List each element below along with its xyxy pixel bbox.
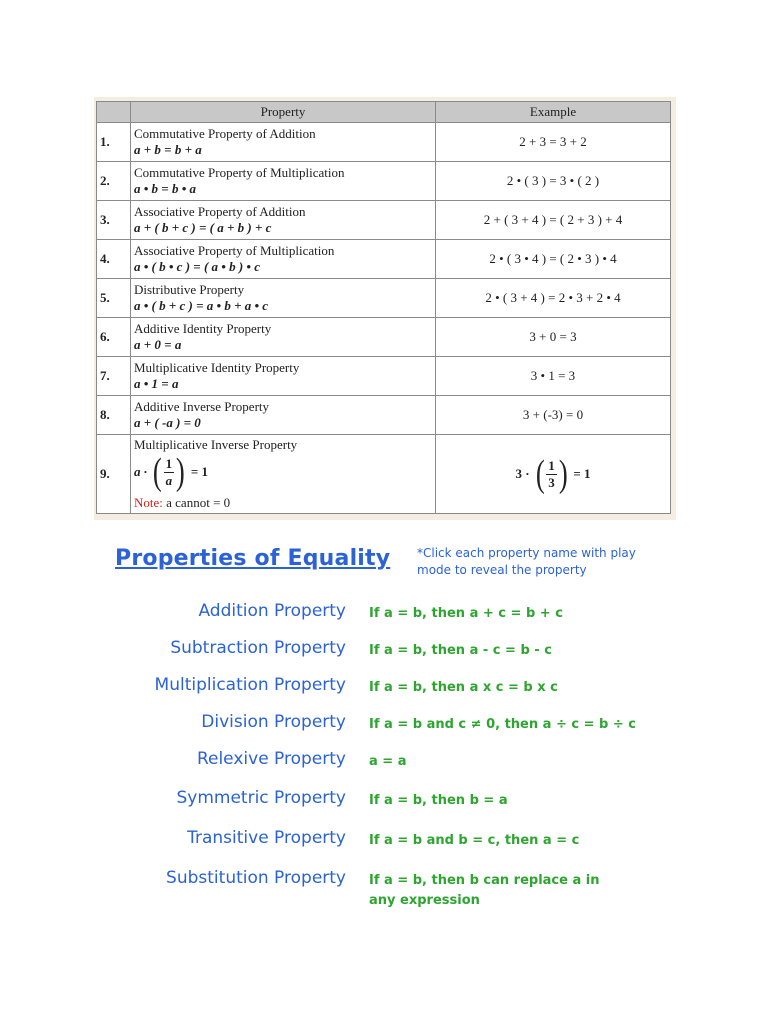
fraction-numerator: 1: [165, 455, 173, 471]
property-name-substitution[interactable]: Substitution Property: [166, 868, 346, 888]
property-definition: If a = b, then b = a: [369, 793, 508, 808]
property-name-subtraction[interactable]: Subtraction Property: [170, 638, 346, 658]
row-number: 6.: [97, 318, 131, 357]
formula-right: = 1: [190, 464, 208, 479]
equality-item: [0, 828, 768, 852]
property-name: Associative Property of Multiplication: [134, 243, 335, 258]
property-name-symmetric[interactable]: Symmetric Property: [176, 788, 346, 808]
header-property: Property: [131, 102, 436, 123]
row-number: 4.: [97, 240, 131, 279]
row-number: 2.: [97, 162, 131, 201]
table-row: [97, 123, 671, 162]
formula-left: a ·: [134, 464, 147, 479]
property-formula: a • b = b • a: [134, 181, 197, 196]
row-number: 1.: [97, 123, 131, 162]
property-example: 2 • ( 3 • 4 ) = ( 2 • 3 ) • 4: [436, 240, 671, 279]
left-paren: (: [535, 453, 545, 495]
table-row: [97, 357, 671, 396]
property-formula: a • ( b + c ) = a • b + a • c: [134, 298, 269, 313]
property-definition: a = a: [369, 754, 407, 769]
example-left: 3 ·: [515, 466, 530, 481]
property-example: 2 • ( 3 ) = 3 • ( 2 ): [436, 162, 671, 201]
property-formula: a + ( b + c ) = ( a + b ) + c: [134, 220, 272, 235]
property-formula: a • ( b • c ) = ( a • b ) • c: [134, 259, 260, 274]
property-name: Multiplicative Inverse Property: [134, 437, 298, 452]
table-row: [97, 162, 671, 201]
property-example: [436, 435, 671, 514]
table-row: [97, 279, 671, 318]
left-paren: (: [152, 451, 162, 493]
table-row: [97, 201, 671, 240]
fraction-numerator: 1: [548, 457, 555, 473]
table-row: [97, 435, 671, 514]
example-right: = 1: [573, 466, 591, 481]
property-formula: a + 0 = a: [134, 337, 182, 352]
property-example: 3 + (-3) = 0: [436, 396, 671, 435]
property-formula: a • 1 = a: [134, 376, 179, 391]
property-example: 2 • ( 3 + 4 ) = 2 • 3 + 2 • 4: [436, 279, 671, 318]
fraction-denominator: a: [165, 472, 173, 488]
property-definition: If a = b, then a + c = b + c: [369, 606, 563, 621]
table-row: [97, 396, 671, 435]
property-definition: If a = b, then a x c = b x c: [369, 680, 558, 695]
property-name: Multiplicative Identity Property: [134, 360, 300, 375]
properties-grid: [96, 101, 671, 514]
row-number: 5.: [97, 279, 131, 318]
equality-item: [0, 638, 768, 662]
property-name: Additive Inverse Property: [134, 399, 270, 414]
right-paren: ): [176, 451, 185, 493]
formula-fraction: [151, 453, 187, 491]
row-number: 8.: [97, 396, 131, 435]
equality-item: [0, 601, 768, 625]
equality-title: Properties of Equality: [115, 546, 391, 571]
property-name: Additive Identity Property: [134, 321, 272, 336]
property-name: Distributive Property: [134, 282, 245, 297]
properties-table: [94, 97, 676, 520]
property-name-multiplication[interactable]: Multiplication Property: [154, 675, 346, 695]
header-example: Example: [436, 102, 671, 123]
equality-item: [0, 788, 768, 812]
equality-instruction-note: *Click each property name with play mode to reveal the property: [417, 546, 636, 577]
property-definition: If a = b and c ≠ 0, then a ÷ c = b ÷ c: [369, 717, 636, 732]
equality-item: [0, 749, 768, 773]
property-name: Associative Property of Addition: [134, 204, 306, 219]
property-example: 2 + ( 3 + 4 ) = ( 2 + 3 ) + 4: [436, 201, 671, 240]
property-example: 3 + 0 = 3: [436, 318, 671, 357]
property-formula: a + b = b + a: [134, 142, 202, 157]
inverse-note: [134, 495, 432, 511]
fraction-denominator: 3: [548, 474, 555, 490]
table-row: [97, 240, 671, 279]
row-number: 9.: [97, 435, 131, 514]
equality-item: [0, 868, 768, 912]
example-fraction: [534, 455, 570, 493]
property-example: 3 • 1 = 3: [436, 357, 671, 396]
table-row: [97, 318, 671, 357]
property-definition: If a = b, then a - c = b - c: [369, 643, 552, 658]
property-definition: If a = b, then b can replace a in any expression: [369, 873, 600, 908]
property-name: Commutative Property of Addition: [134, 126, 316, 141]
equality-item: [0, 675, 768, 699]
note-text: a cannot = 0: [166, 495, 231, 510]
property-name-transitive[interactable]: Transitive Property: [187, 828, 346, 848]
row-number: 3.: [97, 201, 131, 240]
inverse-example: [515, 455, 590, 493]
property-name-reflexive[interactable]: Relexive Property: [196, 749, 346, 769]
property-formula: a + ( -a ) = 0: [134, 415, 201, 430]
property-example: 2 + 3 = 3 + 2: [436, 123, 671, 162]
property-name-division[interactable]: Division Property: [201, 712, 346, 732]
note-label: Note:: [134, 495, 163, 510]
right-paren: ): [558, 453, 568, 495]
row-number: 7.: [97, 357, 131, 396]
property-name-addition[interactable]: Addition Property: [198, 601, 346, 621]
property-name: Commutative Property of Multiplication: [134, 165, 345, 180]
inverse-formula: [134, 453, 208, 491]
equality-item: [0, 712, 768, 736]
property-definition: If a = b and b = c, then a = c: [369, 833, 580, 848]
header-number: [97, 102, 131, 123]
